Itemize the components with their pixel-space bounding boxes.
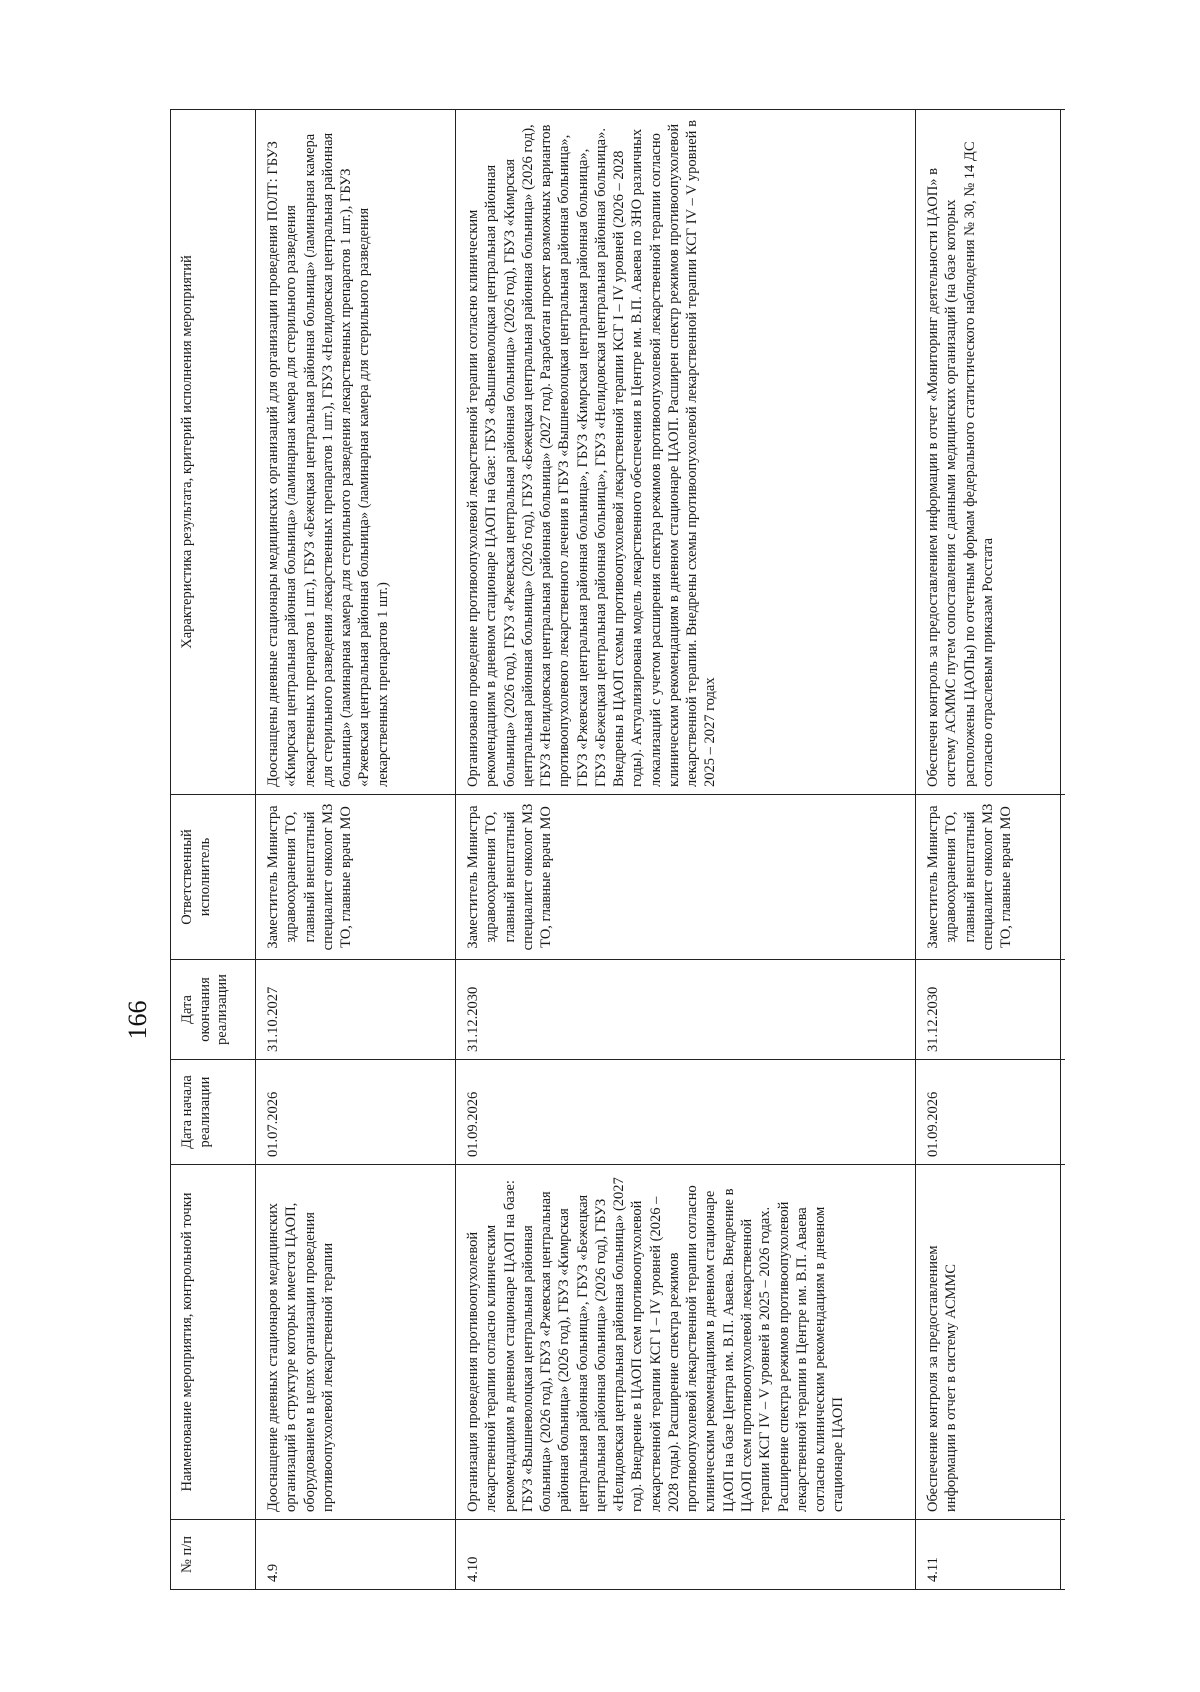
- row-description: Обеспечен контроль за предоставлением информации в отчет «Мониторинг деятельности ЦАОП» в систему АСММС путем сопоставления с данными медицинских организаций (на базе которых расположены ЦАОПы) по отчетным формам федерального статистического наблюдения № 30, № 14 ДС согласно отраслевым приказам Росстата: [916, 110, 1061, 795]
- header-start-date: Дата начала реализации: [171, 1060, 256, 1165]
- table-spacer: [1061, 110, 1066, 1590]
- document-table-container: [170, 110, 1065, 1590]
- table-row: [916, 110, 1061, 1590]
- row-end-date: 31.10.2027: [256, 960, 456, 1060]
- row-end-date: 31.12.2030: [916, 960, 1061, 1060]
- row-num: 4.10: [456, 1520, 916, 1590]
- row-start-date: 01.07.2026: [256, 1060, 456, 1165]
- row-start-date: 01.09.2026: [456, 1060, 916, 1165]
- row-responsible: Заместитель Министра здравоохранения ТО, главный внештатный специалист онколог МЗ ТО, главные врачи МО: [916, 795, 1061, 960]
- table-row: [456, 110, 916, 1590]
- row-num: 4.11: [916, 1520, 1061, 1590]
- row-name: Дооснащение дневных стационаров медицинских организаций в структуре которых имеется ЦАОП, оборудованием в целях организации проведения противоопухолевой лекарственной терапии: [256, 1165, 456, 1520]
- row-description: Организовано проведение противоопухолевой лекарственной терапии согласно клиническим рекомендациям в дневном стационаре ЦАОП на базе: ГБУЗ «Вышневолоцкая центральная районная больница» (2026 год), ГБУЗ «Ржевская центральная районная больница» (2026 год), ГБУЗ «Кимрская центральная районная больница» (2026 год), ГБУЗ «Бежецкая центральная районная больница» (2026 год), ГБУЗ «Нелидовская центральная районная больница» (2027 год). Разработан проект возможных вариантов противоопухолевого лекарственного лечения в ГБУЗ «Вышневолоцкая центральная районная больница», ГБУЗ «Ржевская центральная районная больница», ГБУЗ «Кимрская центральная районная больница», ГБУЗ «Бежецкая центральная районная больница», ГБУЗ «Нелидовская центральная районная больница». Внедрены в ЦАОП схемы противоопухолевой лекарственной терапии КСГ I – IV уровней (2026 – 2028 годы). Актуализирована модель лекарственного обеспечения в Центре им. В.П. Аваева по ЗНО различных локализаций с учетом расширения спектра режимов противоопухолевой лекарственной терапии согласно клиническим рекомендациям в дневном стационаре ЦАОП. Расширен спектр режимов противоопухолевой лекарственной терапии. Внедрены схемы противоопухолевой лекарственной терапии КСГ IV – V уровней в 2025 – 2027 годах: [456, 110, 916, 795]
- measures-table: [170, 109, 1065, 1590]
- header-num: № п/п: [171, 1520, 256, 1590]
- row-start-date: 01.09.2026: [916, 1060, 1061, 1165]
- row-name: Организация проведения противоопухолевой лекарственной терапии согласно клиническим рекомендациям в дневном стационаре ЦАОП на базе: ГБУЗ «Вышневолоцкая центральная районная больница» (2026 год), ГБУЗ «Ржевская центральная районная больница» (2026 год), ГБУЗ «Кимрская центральная районная больница», ГБУЗ «Бежецкая центральная районная больница» (2026 год), ГБУЗ «Нелидовская центральная районная больница» (2027 год). Внедрение в ЦАОП схем противоопухолевой лекарственной терапии КСГ I – IV уровней (2026 – 2028 годы). Расширение спектра режимов противоопухолевой лекарственной терапии согласно клиническим рекомендациям в дневном стационаре ЦАОП на базе Центра им. В.П. Аваева. Внедрение в ЦАОП схем противоопухолевой лекарственной терапии КСГ IV – V уровней в 2025 – 2026 годах. Расширение спектра режимов противоопухолевой лекарственной терапии в Центре им. В.П. Аваева согласно клиническим рекомендациям в дневном стационаре ЦАОП: [456, 1165, 916, 1520]
- table-row: [256, 110, 456, 1590]
- row-description: Дооснащены дневные стационары медицинских организаций для организации проведения ПОЛТ: ГБУЗ «Кимрская центральная районная больница» (ламинарная камера для стерильного разведения лекарственных препаратов 1 шт.), ГБУЗ «Бежецкая центральная районная больница» (ламинарная камера для стерильного разведения лекарственных препаратов 1 шт.), ГБУЗ «Нелидовская центральная районная больница» (ламинарная камера для стерильного разведения лекарственных препаратов 1 шт.), ГБУЗ «Ржевская центральная районная больница» (ламинарная камера для стерильного разведения лекарственных препаратов 1 шт.): [256, 110, 456, 795]
- row-end-date: 31.12.2030: [456, 960, 916, 1060]
- header-end-date: Дата окончания реализации: [171, 960, 256, 1060]
- table-header-row: [171, 110, 256, 1590]
- row-responsible: Заместитель Министра здравоохранения ТО, главный внештатный специалист онколог МЗ ТО, главные врачи МО: [456, 795, 916, 960]
- row-name: Обеспечение контроля за предоставлением информации в отчет в систему АСММС: [916, 1165, 1061, 1520]
- page-number: 166: [123, 1000, 152, 1040]
- header-responsible: Ответственный исполнитель: [171, 795, 256, 960]
- header-name: Наименование мероприятия, контрольной точки: [171, 1165, 256, 1520]
- header-description: Характеристика результата, критерий исполнения мероприятий: [171, 110, 256, 795]
- row-responsible: Заместитель Министра здравоохранения ТО, главный внештатный специалист онколог МЗ ТО, главные врачи МО: [256, 795, 456, 960]
- row-num: 4.9: [256, 1520, 456, 1590]
